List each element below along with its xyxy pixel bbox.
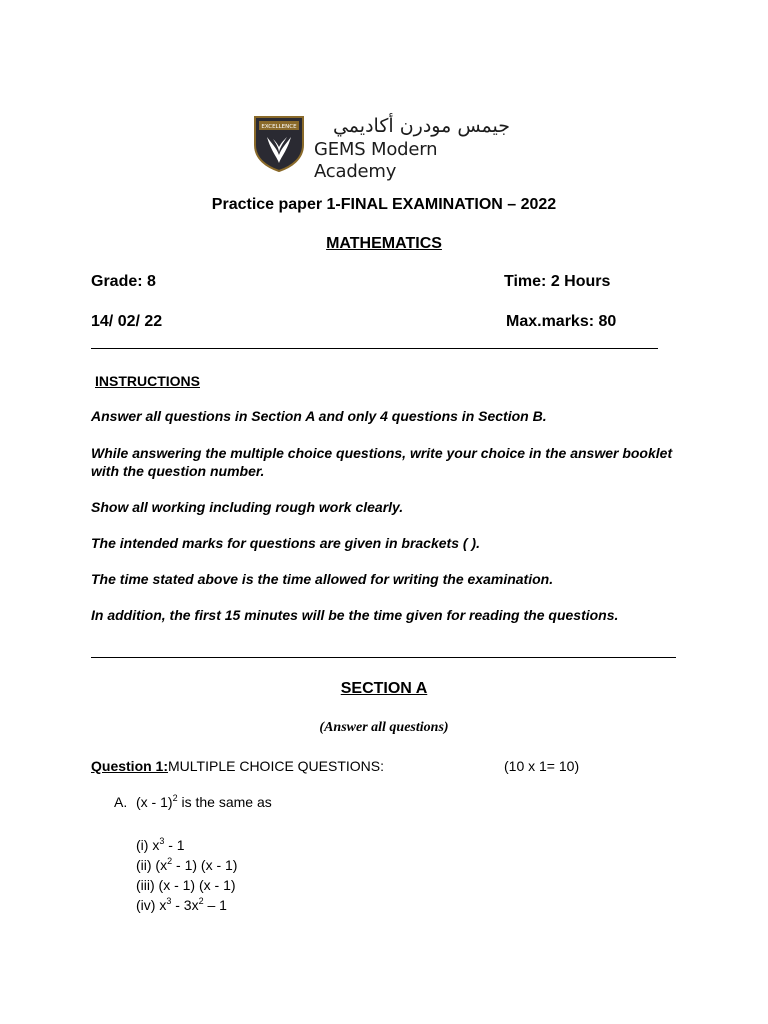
paper-title: Practice paper 1-FINAL EXAMINATION – 2022 — [211, 196, 557, 213]
section-a-note: (Answer all questions) — [319, 720, 449, 735]
crest-motto: EXCELLENCE — [261, 124, 297, 130]
school-name-english: GEMS Modern Academy — [314, 139, 438, 182]
instructions-heading: INSTRUCTIONS — [95, 373, 200, 389]
instruction-item: While answering the multiple choice questions, write your choice in the answer booklet with the question number. — [91, 445, 673, 479]
instruction-item: The time stated above is the time allowed for writing the examination. — [91, 571, 554, 587]
option-item: (i) $x^3 - 1$ — [136, 836, 185, 853]
option-item: (iv) $x^3 - 3x^2 - 1$ — [136, 896, 227, 913]
instruction-item: Show all working including rough work clearly. — [91, 499, 404, 515]
question-1-label: Question 1: — [91, 758, 169, 774]
stem-exponent: 2 — [172, 793, 178, 803]
school-name-arabic: جيمس مودرن أكاديمي — [332, 115, 510, 137]
option-item: (ii) $(x^2 - 1)$ (x - 1) — [136, 856, 238, 873]
grade-label: Grade: 8 — [91, 273, 156, 290]
school-name — [314, 114, 514, 183]
question-letter: A. — [114, 794, 128, 810]
time-label: Time: 2 Hours — [504, 273, 611, 290]
subject-title: MATHEMATICS — [326, 235, 442, 252]
option-item: (iii) (x - 1) (x - 1) — [136, 877, 236, 893]
date-label: 14/ 02/ 22 — [91, 313, 163, 330]
instruction-item: In addition, the first 15 minutes will be the time given for reading the questions. — [91, 607, 619, 623]
question-1-heading — [91, 758, 384, 774]
instruction-item: The intended marks for questions are given in brackets ( ). — [91, 535, 480, 551]
stem-text: is the same as — [177, 794, 272, 810]
section-a-title: SECTION A — [340, 680, 428, 697]
shield-crest-icon — [253, 115, 305, 173]
stem-base: (x - 1) — [136, 794, 173, 810]
divider — [91, 348, 658, 349]
question-1-marks: (10 x 1= 10) — [504, 758, 580, 774]
options-list — [136, 835, 237, 915]
divider — [91, 657, 676, 658]
question-1a-stem — [114, 794, 272, 810]
instruction-item: Answer all questions in Section A and only 4 questions in Section B. — [91, 408, 547, 424]
max-marks-label: Max.marks: 80 — [506, 313, 617, 330]
question-1-text: MULTIPLE CHOICE QUESTIONS: — [168, 758, 385, 774]
